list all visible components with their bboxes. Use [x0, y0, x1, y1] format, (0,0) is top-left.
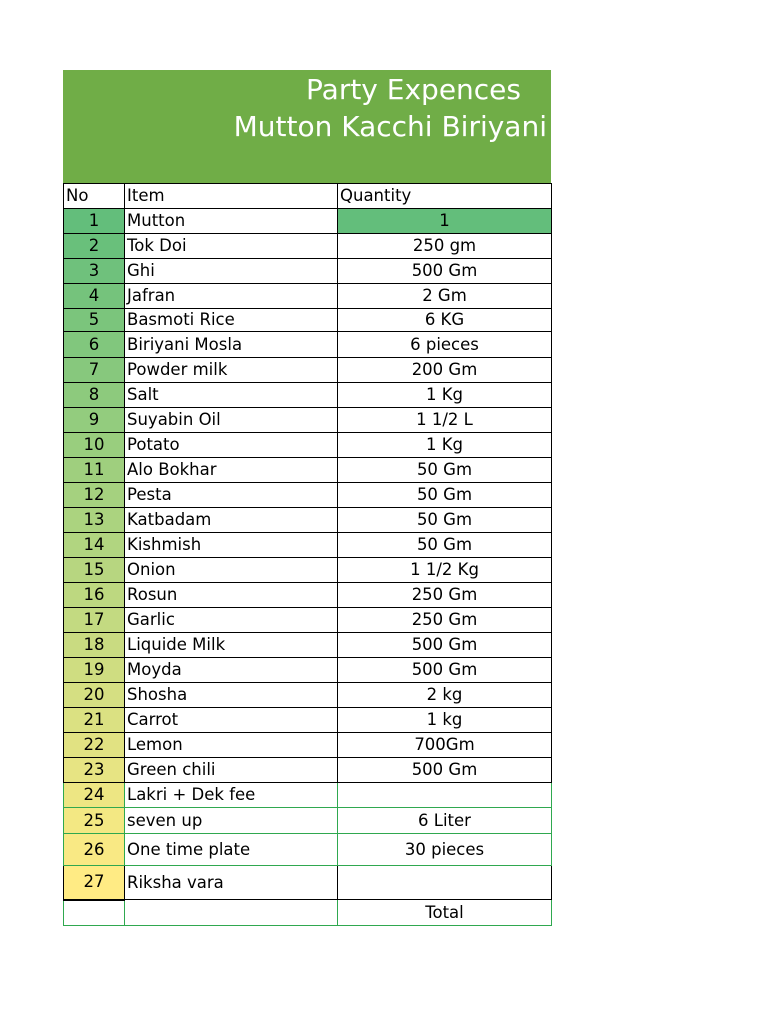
spreadsheet	[63, 70, 551, 926]
row-item[interactable]: Garlic	[125, 608, 338, 633]
header-row	[64, 184, 552, 209]
row-number[interactable]: 1	[64, 209, 125, 234]
table-row	[64, 309, 552, 332]
row-item[interactable]: Lakri + Dek fee	[125, 783, 338, 808]
header-no[interactable]: No	[64, 184, 125, 209]
row-item[interactable]: Katbadam	[125, 508, 338, 533]
row-number[interactable]: 5	[64, 309, 125, 332]
row-item[interactable]: Riksha vara	[125, 866, 338, 900]
row-item[interactable]: Lemon	[125, 733, 338, 758]
table-row	[64, 866, 552, 900]
row-number[interactable]: 16	[64, 583, 125, 608]
row-item[interactable]: Carrot	[125, 708, 338, 733]
table-row	[64, 683, 552, 708]
row-item[interactable]: Kishmish	[125, 533, 338, 558]
table-row	[64, 234, 552, 259]
footer-total[interactable]: Total	[338, 900, 552, 926]
row-quantity[interactable]: 50 Gm	[338, 483, 552, 508]
table-row	[64, 284, 552, 309]
row-quantity[interactable]: 2 kg	[338, 683, 552, 708]
row-number[interactable]: 8	[64, 383, 125, 408]
row-number[interactable]: 6	[64, 332, 125, 358]
row-number[interactable]: 3	[64, 259, 125, 284]
row-item[interactable]: Pesta	[125, 483, 338, 508]
title-line-2: Mutton Kacchi Biriyani	[233, 110, 547, 143]
row-item[interactable]: Shosha	[125, 683, 338, 708]
row-quantity[interactable]: 200 Gm	[338, 358, 552, 383]
row-quantity[interactable]: 50 Gm	[338, 508, 552, 533]
row-item[interactable]: Basmoti Rice	[125, 309, 338, 332]
row-quantity[interactable]: 700Gm	[338, 733, 552, 758]
table-row	[64, 533, 552, 558]
row-number[interactable]: 24	[64, 783, 125, 808]
row-quantity[interactable]: 1	[338, 209, 552, 234]
row-quantity[interactable]: 500 Gm	[338, 259, 552, 284]
table-row	[64, 834, 552, 866]
row-quantity[interactable]: 30 pieces	[338, 834, 552, 866]
row-quantity[interactable]: 6 KG	[338, 309, 552, 332]
row-quantity[interactable]: 250 Gm	[338, 608, 552, 633]
table-row	[64, 358, 552, 383]
row-quantity[interactable]: 500 Gm	[338, 658, 552, 683]
header-quantity[interactable]: Quantity	[338, 184, 552, 209]
title-line-1: Party Expences	[306, 73, 521, 106]
total-row	[64, 900, 552, 926]
header-item[interactable]: Item	[125, 184, 338, 209]
table-row	[64, 733, 552, 758]
row-number[interactable]: 23	[64, 758, 125, 783]
row-quantity[interactable]: 500 Gm	[338, 758, 552, 783]
row-item[interactable]: Alo Bokhar	[125, 458, 338, 483]
row-item[interactable]: Suyabin Oil	[125, 408, 338, 433]
row-item[interactable]: Salt	[125, 383, 338, 408]
row-number[interactable]: 17	[64, 608, 125, 633]
row-item[interactable]: One time plate	[125, 834, 338, 866]
row-quantity[interactable]: 1 1/2 L	[338, 408, 552, 433]
row-number[interactable]: 12	[64, 483, 125, 508]
row-number[interactable]: 14	[64, 533, 125, 558]
expense-table	[63, 183, 552, 926]
table-row	[64, 209, 552, 234]
row-number[interactable]: 22	[64, 733, 125, 758]
row-quantity[interactable]: 1 kg	[338, 708, 552, 733]
row-quantity[interactable]: 1 Kg	[338, 433, 552, 458]
row-number[interactable]: 15	[64, 558, 125, 583]
title-banner	[63, 70, 551, 183]
table-row	[64, 433, 552, 458]
row-number[interactable]: 9	[64, 408, 125, 433]
row-quantity[interactable]: 6 Liter	[338, 808, 552, 834]
row-quantity[interactable]	[338, 783, 552, 808]
row-quantity[interactable]: 50 Gm	[338, 458, 552, 483]
table-row	[64, 783, 552, 808]
row-number[interactable]: 18	[64, 633, 125, 658]
row-item[interactable]: Ghi	[125, 259, 338, 284]
row-item[interactable]: Green chili	[125, 758, 338, 783]
row-quantity[interactable]: 2 Gm	[338, 284, 552, 309]
row-number[interactable]: 25	[64, 808, 125, 834]
row-number[interactable]: 7	[64, 358, 125, 383]
table-row	[64, 658, 552, 683]
row-item[interactable]: Liquide Milk	[125, 633, 338, 658]
table-row	[64, 383, 552, 408]
row-number[interactable]: 4	[64, 284, 125, 309]
table-row	[64, 259, 552, 284]
row-number[interactable]: 13	[64, 508, 125, 533]
row-item[interactable]: Tok Doi	[125, 234, 338, 259]
row-number[interactable]: 11	[64, 458, 125, 483]
row-item[interactable]: Biriyani Mosla	[125, 332, 338, 358]
row-item[interactable]: seven up	[125, 808, 338, 834]
row-item[interactable]: Rosun	[125, 583, 338, 608]
row-number[interactable]: 2	[64, 234, 125, 259]
table-row	[64, 408, 552, 433]
row-quantity[interactable]: 6 pieces	[338, 332, 552, 358]
footer-item[interactable]	[125, 900, 338, 926]
row-number[interactable]: 27	[64, 866, 125, 900]
table-row	[64, 483, 552, 508]
row-quantity[interactable]: 250 Gm	[338, 583, 552, 608]
row-item[interactable]: Onion	[125, 558, 338, 583]
table-row	[64, 508, 552, 533]
row-quantity[interactable]: 50 Gm	[338, 533, 552, 558]
row-quantity[interactable]: 1 Kg	[338, 383, 552, 408]
table-row	[64, 583, 552, 608]
row-item[interactable]: Moyda	[125, 658, 338, 683]
row-number[interactable]: 19	[64, 658, 125, 683]
row-number[interactable]: 10	[64, 433, 125, 458]
row-item[interactable]: Mutton	[125, 209, 338, 234]
row-quantity[interactable]: 250 gm	[338, 234, 552, 259]
row-item[interactable]: Jafran	[125, 284, 338, 309]
table-row	[64, 633, 552, 658]
row-number[interactable]: 20	[64, 683, 125, 708]
table-row	[64, 808, 552, 834]
row-quantity[interactable]: 500 Gm	[338, 633, 552, 658]
table-row	[64, 758, 552, 783]
table-row	[64, 558, 552, 583]
row-item[interactable]: Powder milk	[125, 358, 338, 383]
table-row	[64, 458, 552, 483]
footer-no[interactable]	[64, 900, 125, 926]
row-number[interactable]: 21	[64, 708, 125, 733]
row-number[interactable]: 26	[64, 834, 125, 866]
row-quantity[interactable]: 1 1/2 Kg	[338, 558, 552, 583]
row-quantity[interactable]	[338, 866, 552, 900]
table-row	[64, 708, 552, 733]
table-row	[64, 332, 552, 358]
row-item[interactable]: Potato	[125, 433, 338, 458]
table-row	[64, 608, 552, 633]
